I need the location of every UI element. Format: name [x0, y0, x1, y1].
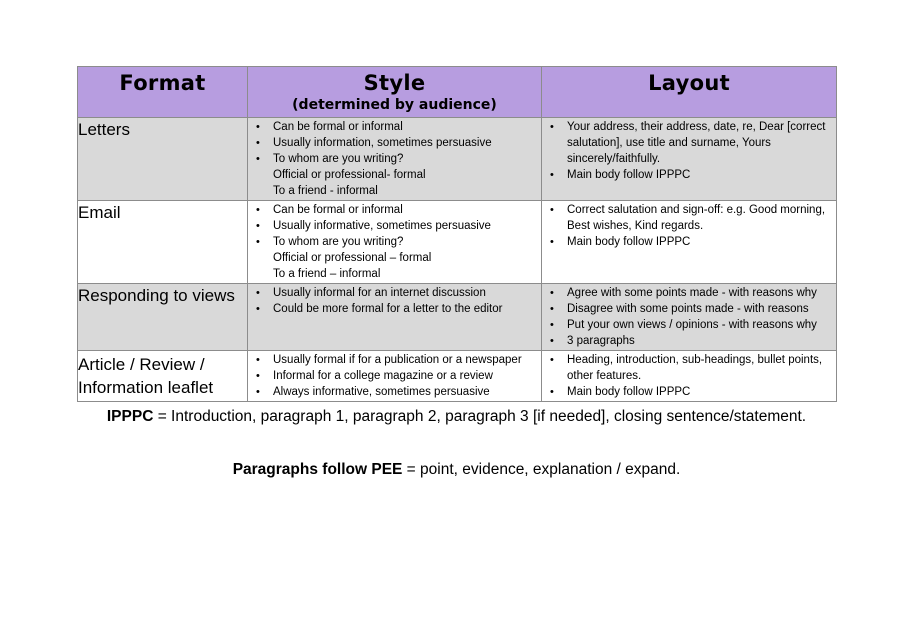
pee-definition: = point, evidence, explanation / expand.	[402, 461, 681, 478]
header-style-sublabel: (determined by audience)	[292, 97, 497, 113]
header-style-label: Style	[363, 71, 426, 95]
layout-cell	[542, 351, 837, 402]
format-style-layout-table	[77, 66, 837, 402]
layout-bullet: • Main body follow IPPPC	[550, 236, 691, 248]
style-subline: To a friend - informal	[273, 185, 378, 197]
pee-note	[77, 459, 836, 481]
layout-cell	[542, 118, 837, 201]
header-layout	[542, 67, 837, 118]
table-header-row	[78, 67, 837, 118]
layout-bullet: • Disagree with some points made - with reasons	[550, 303, 809, 315]
style-bullet: • Can be formal or informal	[256, 204, 403, 216]
style-bullet: • Usually information, sometimes persuasive	[256, 137, 492, 149]
layout-bullet: • Put your own views / opinions - with reasons why	[550, 319, 817, 331]
ipppc-term: IPPPC	[106, 408, 154, 425]
style-bullet: • Informal for a college magazine or a review	[256, 370, 493, 382]
style-bullet: • Usually informative, sometimes persuasive	[256, 220, 491, 232]
table-row-article	[78, 351, 837, 402]
format-cell: Letters	[78, 118, 248, 201]
layout-bullet: • Correct salutation and sign-off: e.g. Good morning, Best wishes, Kind regards.	[550, 204, 826, 232]
header-format-label: Format	[119, 71, 206, 95]
style-subline: Official or professional- formal	[273, 169, 426, 181]
ipppc-note	[77, 406, 836, 428]
layout-bullet: • Heading, introduction, sub-headings, bullet points, other features.	[550, 354, 823, 382]
style-cell	[248, 201, 542, 284]
header-layout-label: Layout	[648, 71, 730, 95]
style-bullet: • Could be more formal for a letter to the editor	[256, 303, 503, 315]
pee-term: Paragraphs follow PEE	[232, 461, 403, 478]
table-row-letters	[78, 118, 837, 201]
style-cell	[248, 284, 542, 351]
style-bullet: • Usually formal if for a publication or a newspaper	[256, 354, 522, 366]
layout-bullet: • Main body follow IPPPC	[550, 386, 691, 398]
layout-cell	[542, 201, 837, 284]
layout-bullet: • Agree with some points made - with reasons why	[550, 287, 817, 299]
style-cell	[248, 351, 542, 402]
format-cell: Article / Review / Information leaflet	[78, 351, 248, 402]
style-bullet: • To whom are you writing? Official or professional- formal To a friend - informal	[248, 151, 537, 199]
table-row-email	[78, 201, 837, 284]
header-format	[78, 67, 248, 118]
style-bullet: • Always informative, sometimes persuasive	[256, 386, 490, 398]
style-cell	[248, 118, 542, 201]
style-bullet: • To whom are you writing? Official or professional – formal To a friend – informal	[248, 234, 537, 282]
layout-bullet: • 3 paragraphs	[550, 335, 635, 347]
style-bullet: • Usually informal for an internet discussion	[256, 287, 486, 299]
table-row-responding	[78, 284, 837, 351]
ipppc-definition: = Introduction, paragraph 1, paragraph 2, paragraph 3 [if needed], closing sentence/statement.	[153, 408, 807, 425]
layout-bullet: • Your address, their address, date, re, Dear [correct salutation], use title and surname, Yours sincerely/faithfully.	[550, 121, 826, 165]
style-bullet: • Can be formal or informal	[256, 121, 403, 133]
header-style	[248, 67, 542, 118]
style-subline: To a friend – informal	[273, 268, 381, 280]
layout-bullet: • Main body follow IPPPC	[550, 169, 691, 181]
format-cell: Responding to views	[78, 284, 248, 351]
layout-cell	[542, 284, 837, 351]
format-cell: Email	[78, 201, 248, 284]
style-subline: Official or professional – formal	[273, 252, 432, 264]
